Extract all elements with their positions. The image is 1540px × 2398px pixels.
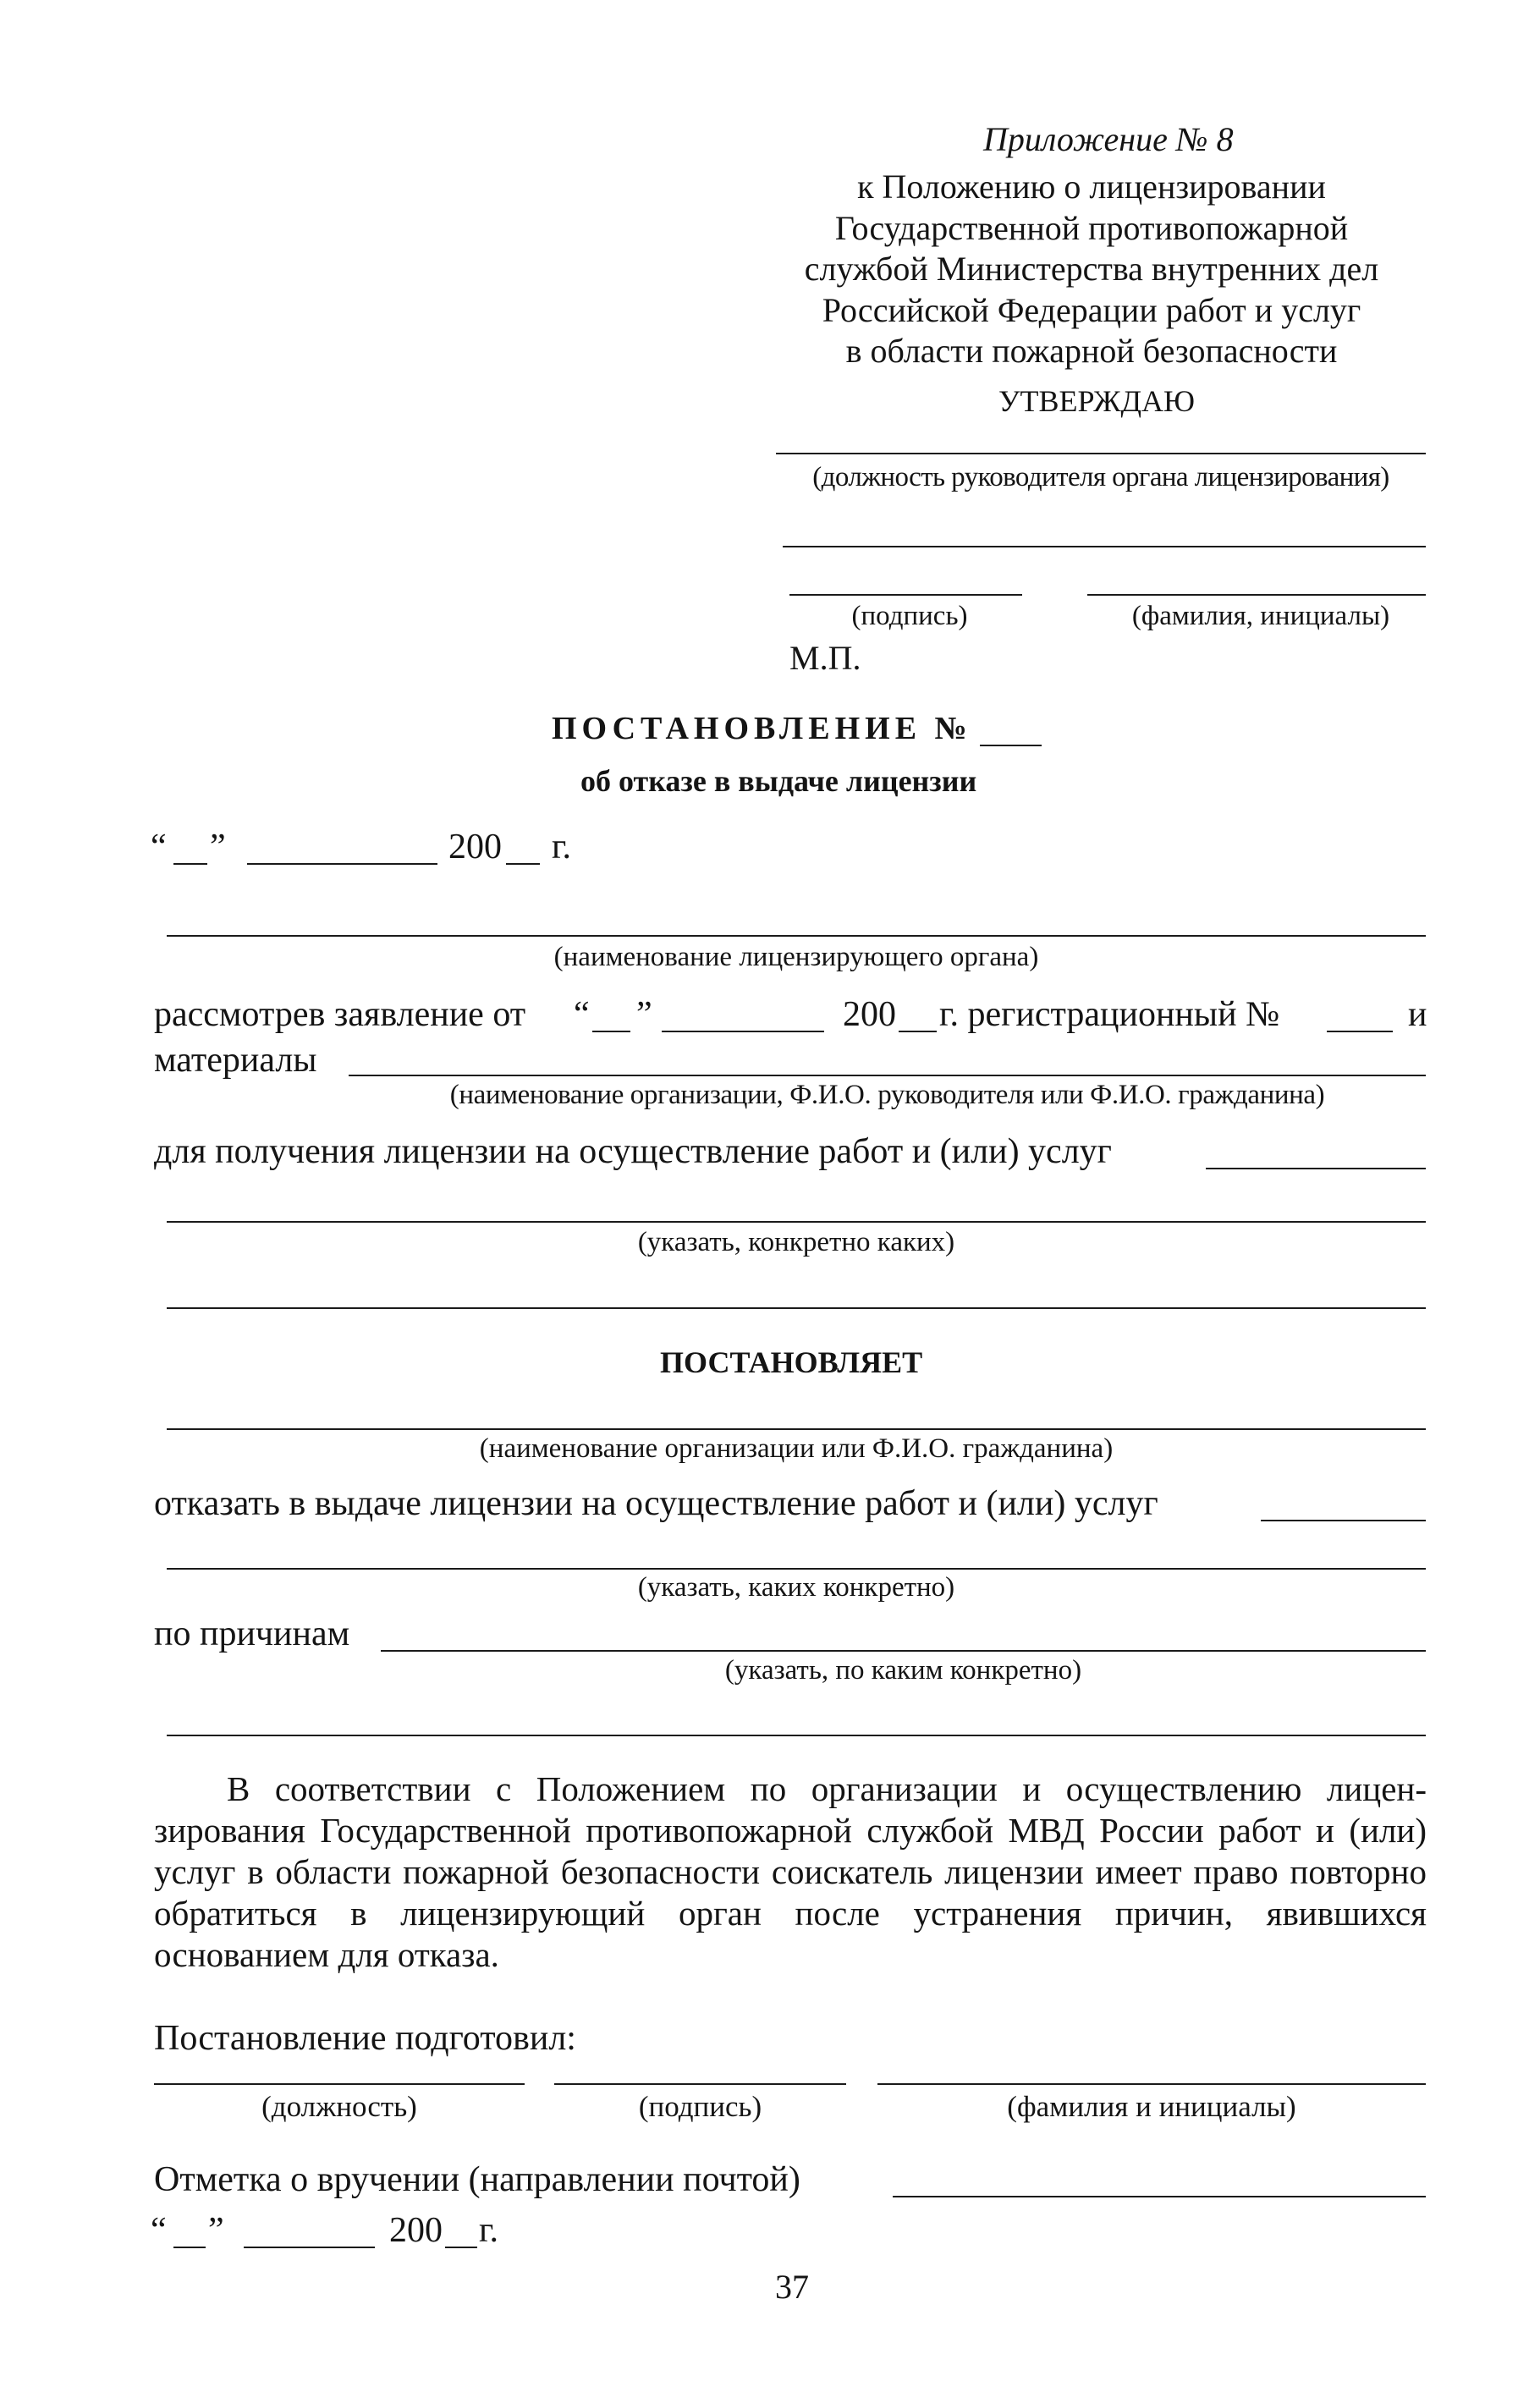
applicant-line[interactable]: [167, 1428, 1426, 1430]
application-day-line[interactable]: [592, 1031, 630, 1032]
legal-paragraph: [154, 1768, 1427, 1976]
date-quote-close: ”: [210, 828, 226, 866]
date-quote-open: “: [151, 828, 167, 866]
header-line-3: службой Министерства внутренних дел: [804, 250, 1379, 288]
application-month-line[interactable]: [662, 1031, 824, 1032]
considered-year: 200: [843, 995, 896, 1034]
prepared-label: Постановление подготовил:: [154, 2019, 576, 2058]
application-year-line[interactable]: [899, 1031, 937, 1032]
footer-quote-close: ”: [208, 2211, 224, 2250]
refuse-specify-line[interactable]: [167, 1568, 1426, 1570]
appendix-label: Приложение № 8: [983, 120, 1234, 158]
date-year-line[interactable]: [506, 863, 540, 865]
refuse-specify-caption: (указать, каких конкретно): [637, 1572, 955, 1603]
footer-year-line[interactable]: [445, 2247, 477, 2248]
registration-number-line[interactable]: [1327, 1031, 1393, 1032]
refuse-text: отказать в выдаче лицензии на осуществление работ и (или) услуг: [154, 1484, 1158, 1523]
header-line-1: к Положению о лицензировании: [857, 168, 1326, 206]
materials-caption: (наименование организации, Ф.И.О. руководителя или Ф.И.О. гражданина): [449, 1080, 1325, 1110]
licensing-authority-caption: (наименование лицензирующего органа): [553, 942, 1039, 972]
footer-suffix: г.: [479, 2211, 498, 2250]
document-number-line[interactable]: [980, 745, 1042, 746]
date-year: 200: [448, 828, 502, 866]
reasons-line[interactable]: [381, 1650, 1426, 1652]
header-reference: [745, 167, 1438, 372]
materials-line[interactable]: [349, 1075, 1426, 1076]
works-specify-caption: (указать, конкретно каких): [637, 1227, 955, 1257]
preparer-name-caption: (фамилия и инициалы): [1007, 2090, 1296, 2123]
preparer-name-line[interactable]: [877, 2083, 1426, 2085]
materials-label: материалы: [154, 1041, 317, 1080]
refuse-line[interactable]: [1261, 1520, 1426, 1521]
document-subtitle: об отказе в выдаче лицензии: [580, 764, 977, 798]
legal-paragraph-part-2: зирования Государственной противопожарной службой МВД России работ и (или) услуг в области пожарной безопасности соискатель лицензии имеет право повторно обратиться в лицензирующий орган после устранения причин, явившихся основанием для отказа.: [154, 1811, 1427, 1974]
footer-quote-open: “: [151, 2211, 167, 2250]
applicant-caption: (наименование организации или Ф.И.О. гражданина): [479, 1433, 1114, 1464]
signature-caption: (подпись): [851, 601, 968, 631]
header-line-5: в области пожарной безопасности: [845, 332, 1338, 370]
date-suffix: г.: [552, 828, 571, 866]
reasons-label: по причинам: [154, 1614, 350, 1653]
name-line[interactable]: [1087, 594, 1426, 596]
resolves-heading: ПОСТАНОВЛЯЕТ: [660, 1345, 923, 1379]
preparer-signature-line[interactable]: [554, 2083, 846, 2085]
document-title: ПОСТАНОВЛЕНИЕ №: [552, 711, 972, 746]
preparer-position-line[interactable]: [154, 2083, 525, 2085]
considered-quote-open: “: [574, 995, 590, 1034]
seal-label: М.П.: [789, 639, 861, 677]
header-line-4: Российской Федерации работ и услуг: [822, 290, 1361, 329]
considered-quote-close: ”: [636, 995, 652, 1034]
purpose-line[interactable]: [1206, 1168, 1426, 1169]
footer-day-line[interactable]: [173, 2247, 206, 2248]
preparer-position-caption: (должность): [261, 2090, 417, 2123]
signature-line[interactable]: [789, 594, 1022, 596]
preparer-signature-caption: (подпись): [638, 2090, 762, 2123]
date-month-line[interactable]: [247, 863, 437, 865]
footer-month-line[interactable]: [244, 2247, 375, 2248]
position-line[interactable]: [776, 453, 1426, 454]
reasons-caption: (указать, по каким конкретно): [724, 1655, 1082, 1686]
legal-paragraph-part-1: В соответствии с Положением по организации и осуществлению лицен-: [227, 1769, 1427, 1808]
delivery-label: Отметка о вручении (направлении почтой): [154, 2160, 800, 2199]
footer-year: 200: [389, 2211, 443, 2250]
position-line-2[interactable]: [783, 546, 1426, 547]
reasons-extra-line[interactable]: [167, 1735, 1426, 1736]
approve-label: УТВЕРЖДАЮ: [998, 384, 1196, 418]
delivery-line[interactable]: [893, 2196, 1426, 2197]
page-number: 37: [775, 2268, 809, 2306]
works-extra-line[interactable]: [167, 1307, 1426, 1309]
licensing-authority-line[interactable]: [167, 935, 1426, 937]
name-caption: (фамилия, инициалы): [1131, 601, 1390, 631]
position-caption: (должность руководителя органа лицензирования): [812, 462, 1389, 492]
header-line-2: Государственной противопожарной: [834, 208, 1349, 247]
considered-and: и: [1408, 995, 1427, 1034]
works-specify-line[interactable]: [167, 1221, 1426, 1223]
considered-text: рассмотрев заявление от: [154, 995, 526, 1034]
registration-label: г. регистрационный №: [939, 995, 1280, 1034]
date-day-line[interactable]: [173, 863, 207, 865]
purpose-text: для получения лицензии на осуществление работ и (или) услуг: [154, 1132, 1112, 1171]
